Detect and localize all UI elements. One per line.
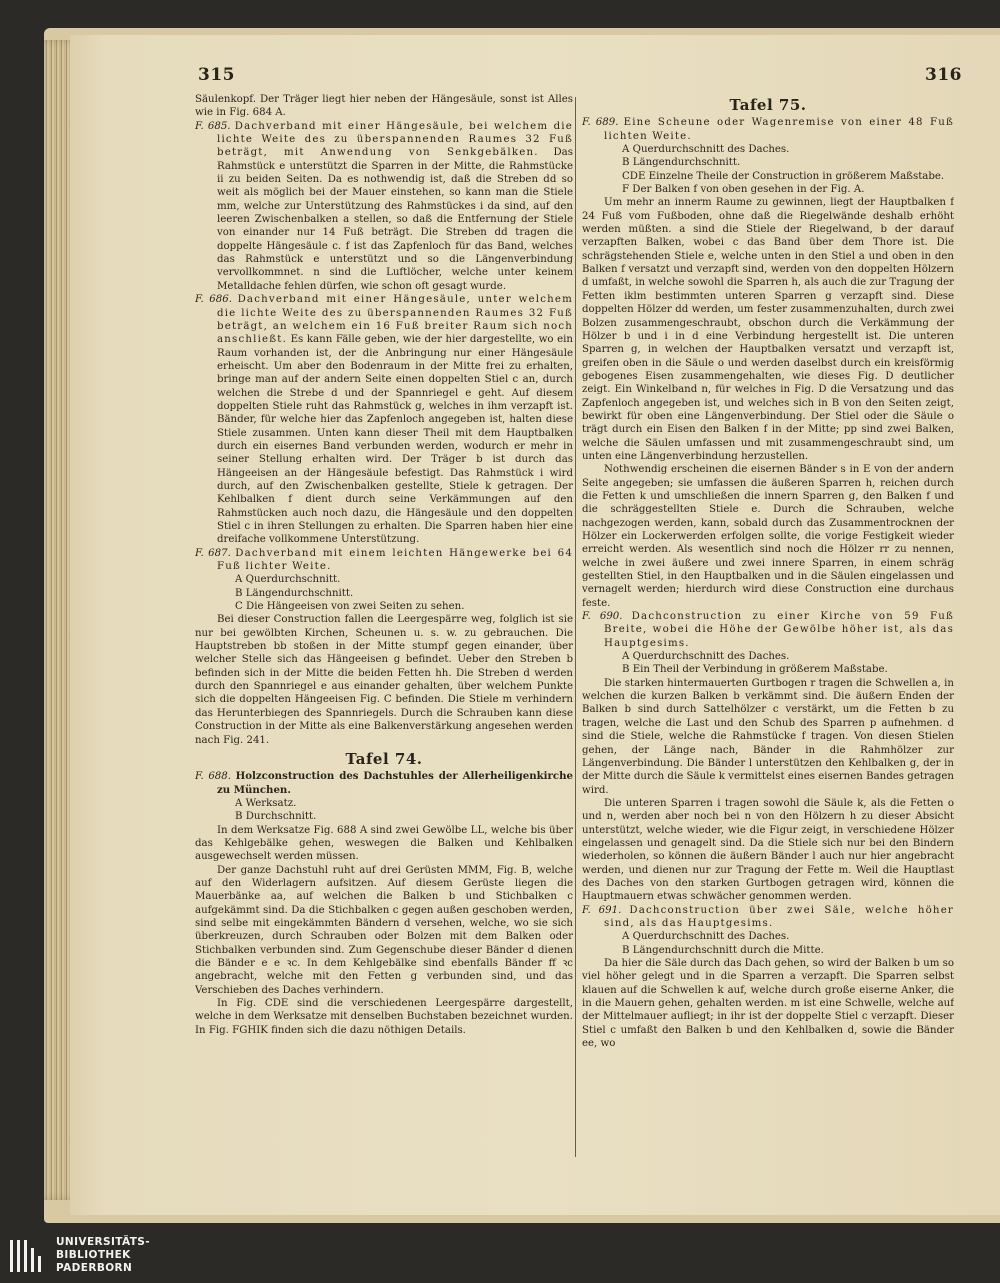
body-paragraph: Da hier die Säle durch das Dach gehen, so wird der Balken b um so viel höher gelegt und in die Sparren a verzapft. Die Sparren selbst klauen auf die Schwellen k auf, welche durch große eiserne Anker, die in die Mauern gehen, gehalten werden. m ist eine Schwelle, welche auf der Mittelmauer aufliegt; in ihr ist der doppelte Stiel c verzapft. Dieser Stiel c umfaßt den Balken b und den Kehlbalken d, sowie die Bänder ee, wo <box>582 958 954 1050</box>
body-paragraph: Um mehr an innerm Raume zu gewinnen, liegt der Hauptbalken f 24 Fuß vom Fußboden, ohne daß die Riegelwände deshalb erhöht werden müßten. a sind die Stiele der Riegelwand, b der darauf verzapften Balken, wobei c das Band über dem Thore ist. Die schrägstehenden Stiele e, welche unten in den Stiel a und oben in den Balken f versatzt und verzapft sind, werden von den doppelten Hölzern d umfaßt, in welche sowohl die Sparren h, als auch die zur Tragung der Fetten iklm bestimmten unteren Sparren g verzapft sind. Diese doppelten Hölzer dd werden, um fester zusammenzuhalten, durch zwei Bolzen zusammengeschraubt, obschon durch die Verkämmung der Hölzer b und i in d eine Verbindung hergestellt ist. Die unteren Sparren g, in welchen der Hauptbalken versatzt und verzapft ist, greifen oben in die Säule o und werden daselbst durch ein kreisförmig gebogenes Eisen zusammengehalten, wie dieses Fig. D deutlicher zeigt. Ein Winkelband n, für welches in Fig. D die Versatzung und das Zapfenloch angegeben ist, und welches sich in B von den Seiten zeigt, bewirkt für oben eine Längenverbindung. Der Stiel oder die Säule o trägt durch ein Eisen den Balken f in der Mitte; pp sind zwei Balken, welche die Säulen umfassen und mit zusammengeschraubt sind, um unten eine Längenverbindung herzustellen. <box>582 197 954 462</box>
figure-number: F. 687. <box>195 547 231 559</box>
figure-entry <box>195 293 573 547</box>
figure-number: F. 685. <box>195 120 231 132</box>
library-logo-line2: BIBLIOTHEK <box>56 1249 131 1261</box>
body-paragraph: Der ganze Dachstuhl ruht auf drei Gerüsten MMM, Fig. B, welche auf den Widerlagern aufsitzen. Auf diesem Gerüste liegen die Mauerbänke aa, auf welchen die Balken b und Stichbalken c aufgekämmt sind. Da die Stichbalken c gegen außen geschoben werden, sind selbe mit eingekämmten Bändern d versehen, welche, wo sie sich überkreuzen, durch Schrauben oder Bolzen mit dem Balken oder Stichbalken verbunden sind. Zum Gegenschube dieser Bänder d dienen die Bänder e e ꝛc. In dem Kehlgebälke sind ebenfalls Bänder ff ꝛc angebracht, welche mit den Fetten g verbunden sind, und das Verschieben des Daches verhindern. <box>195 864 573 996</box>
body-paragraph: In Fig. CDE sind die verschiedenen Leergespärre dargestellt, welche in dem Werksatze mit denselben Buchstaben bezeichnet wurden. In Fig. FGHIK finden sich die dazu nöthigen Details. <box>195 998 573 1036</box>
figure-title: Eine Scheune oder Wagenremise von einer 48 Fuß lichten Weite. <box>604 117 954 142</box>
figure-sublist-item: B Längendurchschnitt. <box>622 157 741 169</box>
body-paragraph: In dem Werksatze Fig. 688 A sind zwei Gewölbe LL, welche bis über das Kehlgebälke gehen, weswegen die Balken und Kehlbalken ausgewechselt werden müssen. <box>195 824 573 863</box>
figure-entry <box>195 120 573 293</box>
figure-title: Dachconstruction zu einer Kirche von 59 Fuß Breite, wobei die Höhe der Gewölbe höher ist, als das Hauptgesims. <box>604 611 954 649</box>
figure-title: Dachverband mit einer Hängesäule, bei welchem die lichte Weite des zu überspannenden Raumes 32 Fuß beträgt, mit Anwendung von Senkgebälken. <box>217 120 573 159</box>
body-paragraph: Säulenkopf. Der Träger liegt hier neben der Hängesäule, sonst ist Alles wie in Fig. 684 A. <box>195 94 573 119</box>
figure-sublist-item: A Querdurchschnitt des Daches. <box>622 144 790 156</box>
figure-number: F. 686. <box>195 294 232 306</box>
body-paragraph: Die starken hintermauerten Gurtbogen r tragen die Schwellen a, in welchen die kurzen Balken b verkämmt sind. Die äußern Enden der Balken b sind durch Sattelhölzer c verstärkt, um die Fetten b zu tragen, welche die Last und den Schub des Sparren p aufnehmen. d sind die Stiele, welche die Rahmstücke f tragen. Von diesen Stielen gehen, der Länge nach, Bänder in die Rahmhölzer zur Längenverbindung. Die Bänder l unterstützen den Kehlbalken g, der in der Mitte durch die Säule k vermittelst eines eisernen Bandes getragen wird. <box>582 677 954 796</box>
library-logo-icon <box>6 1234 48 1276</box>
figure-entry <box>195 547 573 574</box>
column-divider <box>575 97 576 1157</box>
body-paragraph: Die unteren Sparren i tragen sowohl die Säule k, als die Fetten o und n, werden aber noch bei n von den Hölzern h zu dieser Absicht unterstützt, welche wieder, wie die Figur zeigt, in verschiedene Hölzer eingelassen und genagelt sind. Da die Stiele sich nur bei den Bindern wiederholen, so können die äußern Bänder l auch nur hier angebracht werden, und dienen nur zur Tragung der Fette m. Weil die Hauptlast des Daches von den starken Gurtbogen getragen wird, können die Hauptmauern etwas schwächer genommen werden. <box>582 797 954 903</box>
library-logo-line1: UNIVERSITÄTS- <box>56 1236 151 1248</box>
figure-sublist-item: CDE Einzelne Theile der Construction in größerem Maßstabe. <box>622 170 945 182</box>
figure-title: Dachverband mit einem leichten Hängewerke bei 64 Fuß lichter Weite. <box>217 547 573 573</box>
figure-title: Dachverband mit einer Hängesäule, unter welchem die lichte Weite des zu überspannenden Raumes 32 Fuß beträgt, an welchem ein 16 Fuß breiter Raum sich noch anschließt. <box>217 294 573 346</box>
plate-heading: Tafel 75. <box>729 96 807 114</box>
figure-sublist-item: A Querdurchschnitt des Daches. <box>622 651 790 663</box>
figure-title: Holzconstruction des Dachstuhles der Allerheiligenkirche zu München. <box>217 770 573 796</box>
page-number-left: 315 <box>198 65 235 85</box>
library-logo-line3: PADERBORN <box>56 1262 133 1274</box>
book-page <box>70 35 1000 1215</box>
figure-title: Dachconstruction über zwei Säle, welche höher sind, als das Hauptgesims. <box>604 904 954 929</box>
figure-entry <box>195 770 573 797</box>
figure-number: F. 690. <box>582 611 623 623</box>
left-column <box>195 93 573 1163</box>
figure-sublist-item: A Querdurchschnitt. <box>235 574 341 586</box>
figure-sublist-item: B Längendurchschnitt. <box>235 587 354 599</box>
body-paragraph: Nothwendig erscheinen die eisernen Bänder s in E von der andern Seite angegeben; sie umfassen die äußeren Sparren h, reichen durch die Fetten k und umschließen die innern Sparren g, den Balken f und die schräggestellten Stiele e. Durch die Schrauben, welche nachgezogen werden, kann, sobald durch das Zusammentrocknen der Hölzer ein Lockerwerden erfolgen sollte, die vorige Festigkeit wieder erreicht werden. Als wesentlich sind noch die Hölzer rr zu nennen, welche in zwei äußere und zwei innere Sparren, in einem schräg gestellten Stiel, in den Hauptbalken und in die Säulen eingelassen und vernagelt werden; hierdurch wird diese Construction eine durchaus feste. <box>582 464 954 609</box>
figure-entry <box>582 610 954 650</box>
figure-sublist-item: B Durchschnitt. <box>235 811 317 823</box>
page-number-right: 316 <box>925 65 962 85</box>
figure-sublist-item: A Querdurchschnitt des Daches. <box>622 931 790 943</box>
figure-description: Es kann Fälle geben, wie der hier dargestellte, wo ein Raum vorhanden ist, der die Anbringung nur einer Hängesäule erheischt. Um aber den Bodenraum in der Mitte frei zu erhalten, bringe man auf der andern Seite einen doppelten Stiel c an, durch welchen die Strebe d und der Spannriegel e geht. Auf diesem doppelten Stiele ruht das Rahmstück g, welches in ihm verzapft ist. Bänder, für welche hier das Zapfenloch angegeben ist, halten diese Stiele zusammen. Unten kann dieser Theil mit dem Hauptbalken durch ein eisernes Band verbunden werden, wodurch er mehr in seiner Stellung erhalten wird. Der Träger b ist durch das Hängeeisen an der Hängesäule befestigt. Das Rahmstück i wird durch, auf den Zwischenbalken gestellte, Stiele k getragen. Der Kehlbalken f dient durch seine Verkämmungen auf den Rahmstücken auch noch dazu, die Hängesäule und den doppelten Stiel c in ihren Stellungen zu erhalten. Die Sparren haben hier eine dreifache vollkommene Unterstützung. <box>217 334 573 546</box>
body-paragraph: Bei dieser Construction fallen die Leergespärre weg, folglich ist sie nur bei gewölbten Kirchen, Scheunen u. s. w. zu gebrauchen. Die Hauptstreben bb stoßen in der Mitte stumpf gegen einander, über welcher Stelle sich das Hängeeisen g befindet. Ueber den Streben b befinden sich in der Mitte die beiden Fetten hh. Die Streben d werden durch den Spannriegel e aus einander gehalten, über welchem Punkte sich die doppelten Hängeeisen Fig. C befinden. Die Stiele m verhindern das Herunterbiegen des Spannriegels. Durch die Schrauben kann diese Construction in der Mitte als eine Balkenverstärkung angesehen werden nach Fig. 241. <box>195 614 573 746</box>
figure-number: F. 691. <box>582 904 622 916</box>
figure-sublist-item: F Der Balken f von oben gesehen in der Fig. A. <box>622 184 865 196</box>
figure-sublist-item: B Ein Theil der Verbindung in größerem Maßstabe. <box>622 664 888 676</box>
figure-entry <box>582 904 954 931</box>
figure-sublist-item: B Längendurchschnitt durch die Mitte. <box>622 944 824 956</box>
figure-entry <box>582 116 954 143</box>
plate-heading: Tafel 74. <box>345 749 423 768</box>
figure-number: F. 688. <box>195 771 231 783</box>
figure-description: Das Rahmstück e unterstützt die Sparren in der Mitte, die Rahmstücke ii zu beiden Seiten. Da es nothwendig ist, daß die Streben dd so weit als möglich bei der Mauer einstehen, so kann man die Stiele mm, welche zur Unterstützung des Rahmstückes i da sind, auf den leeren Zwischenbalken a stellen, so daß die Entfernung der Stiele von einander nur 14 Fuß beträgt. Die Streben dd tragen die doppelte Hängesäule c. f ist das Zapfenloch für das Band, welches das Rahmstück e unterstützt und so die Längenverbindung vervollkommnet. n sind die Luftlöcher, welche unter keinem Metalldache fehlen dürfen, wie schon oft gesagt wurde. <box>217 147 573 292</box>
right-column <box>582 93 954 1163</box>
library-logo <box>6 1232 206 1278</box>
figure-sublist-item: A Werksatz. <box>235 797 297 809</box>
figure-number: F. 689. <box>582 117 619 129</box>
figure-sublist-item: C Die Hängeeisen von zwei Seiten zu sehen. <box>235 601 465 613</box>
